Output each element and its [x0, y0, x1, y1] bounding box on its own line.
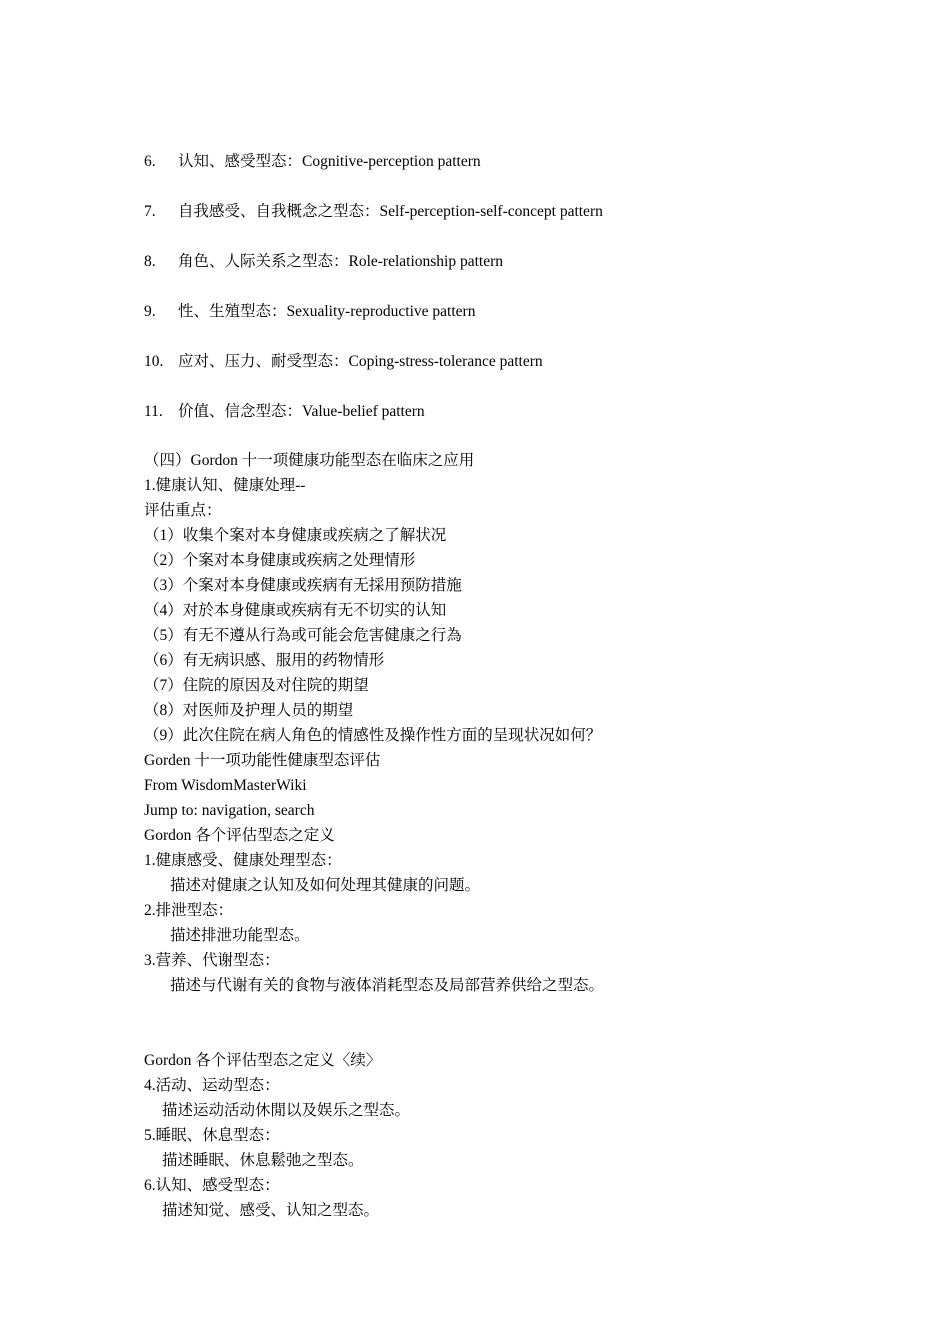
definition-title: 4.活动、运动型态： — [144, 1077, 280, 1094]
assessment-point: （6）有无病识感、服用的药物情形 — [144, 652, 385, 669]
assessment-point: （1）收集个案对本身健康或疾病之了解状况 — [144, 527, 447, 544]
definitions-heading: Gordon 各个评估型态之定义 — [144, 827, 335, 844]
list-item-number: 11. — [144, 403, 163, 420]
list-item-text: 自我感受、自我概念之型态：Self-perception-self-concept pattern — [178, 203, 603, 220]
focus-label: 评估重点： — [144, 502, 222, 519]
list-item-text: 应对、压力、耐受型态：Coping-stress-tolerance pattern — [178, 353, 543, 370]
document-body — [144, 448, 864, 1223]
definition-desc: 描述排泄功能型态。 — [170, 927, 310, 944]
assessment-point: （5）有无不遵从行為或可能会危害健康之行為 — [144, 627, 462, 644]
list-item-text: 价值、信念型态：Value-belief pattern — [178, 403, 425, 420]
list-item-number: 7. — [144, 203, 156, 220]
assessment-point: （7）住院的原因及对住院的期望 — [144, 677, 369, 694]
definition-desc: 描述与代谢有关的食物与液体消耗型态及局部营养供给之型态。 — [170, 977, 605, 994]
list-item-number: 9. — [144, 303, 156, 320]
definition-desc: 描述对健康之认知及如何处理其健康的问题。 — [170, 877, 481, 894]
list-item — [144, 300, 844, 350]
definition-desc: 描述运动活动休閒以及娱乐之型态。 — [162, 1102, 411, 1119]
subsection-title: 1.健康认知、健康处理-- — [144, 477, 306, 494]
definition-desc: 描述睡眠、休息鬆弛之型态。 — [162, 1152, 364, 1169]
wiki-jump-links: Jump to: navigation, search — [144, 802, 315, 819]
definition-title: 2.排泄型态： — [144, 902, 234, 919]
definition-title: 6.认知、感受型态： — [144, 1177, 280, 1194]
spacer — [144, 998, 864, 1048]
definition-title: 3.营养、代谢型态： — [144, 952, 280, 969]
assessment-point: （9）此次住院在病人角色的情感性及操作性方面的呈现状况如何？ — [144, 727, 602, 744]
list-item-text: 认知、感受型态：Cognitive-perception pattern — [178, 153, 481, 170]
list-item-number: 10. — [144, 353, 164, 370]
list-item-text: 角色、人际关系之型态：Role-relationship pattern — [178, 253, 504, 270]
section-heading: （四）Gordon 十一项健康功能型态在临床之应用 — [144, 452, 475, 469]
wiki-title: Gorden 十一项功能性健康型态评估 — [144, 752, 381, 769]
list-item — [144, 250, 844, 300]
assessment-point: （4）对於本身健康或疾病有无不切实的认知 — [144, 602, 447, 619]
assessment-point: （2）个案对本身健康或疾病之处理情形 — [144, 552, 416, 569]
definition-desc: 描述知觉、感受、认知之型态。 — [162, 1202, 380, 1219]
list-item-text: 性、生殖型态：Sexuality-reproductive pattern — [178, 303, 476, 320]
list-item-number: 8. — [144, 253, 156, 270]
definition-title: 5.睡眠、休息型态： — [144, 1127, 280, 1144]
list-item — [144, 350, 844, 400]
definitions-heading: Gordon 各个评估型态之定义〈续〉 — [144, 1052, 382, 1069]
assessment-point: （8）对医师及护理人员的期望 — [144, 702, 354, 719]
list-item-number: 6. — [144, 153, 156, 170]
list-item — [144, 200, 844, 250]
list-item — [144, 400, 844, 450]
list-item — [144, 150, 844, 200]
wiki-source: From WisdomMasterWiki — [144, 777, 307, 794]
definition-title: 1.健康感受、健康处理型态： — [144, 852, 342, 869]
patterns-list — [144, 150, 844, 450]
assessment-point: （3）个案对本身健康或疾病有无採用预防措施 — [144, 577, 462, 594]
